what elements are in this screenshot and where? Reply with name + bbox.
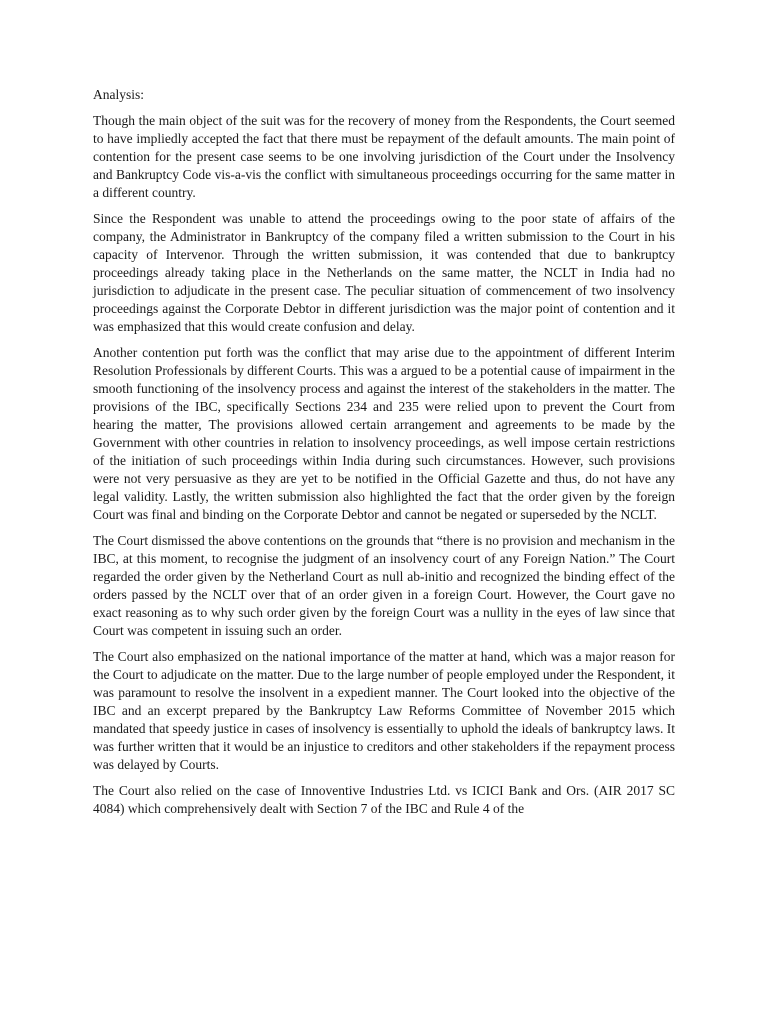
paragraph-3: Another contention put forth was the conflict that may arise due to the appointment of different Interim Resolution Professionals by different Courts. This was a argued to be a potential cause of impairment in the smooth functioning of the insolvency process and against the interest of the stakeholders in the matter. The provisions of the IBC, specifically Sections 234 and 235 were relied upon to prevent the Court from hearing the matter, The provisions allowed certain arrangement and agreements to be made by the Government with other countries in relation to insolvency proceedings, as well impose certain restrictions of the initiation of such proceedings within India during such circumstances. However, such provisions were not very persuasive as they are yet to be notified in the Official Gazette and thus, do not have any legal validity. Lastly, the written submission also highlighted the fact that the order given by the foreign Court was final and binding on the Corporate Debtor and cannot be negated or superseded by the NCLT. xyxy=(93,345,675,522)
paragraph-1: Though the main object of the suit was for the recovery of money from the Respondents, the Court seemed to have impliedly accepted the fact that there must be repayment of the default amounts. The main point of contention for the present case seems to be one involving jurisdiction of the Court under the Insolvency and Bankruptcy Code vis-a-vis the conflict with simultaneous proceedings occurring for the same matter in a different country. xyxy=(93,113,675,200)
paragraph-5: The Court also emphasized on the national importance of the matter at hand, which was a major reason for the Court to adjudicate on the matter. Due to the large number of people employed under the Respondent, it was paramount to resolve the insolvent in a expedient manner. The Court looked into the objective of the IBC and an excerpt prepared by the Bankruptcy Law Reforms Committee of November 2015 which mandated that speedy justice in cases of insolvency is essentially to uphold the ideals of bankruptcy laws. It was further written that it would be an injustice to creditors and other stakeholders if the repayment process was delayed by Courts. xyxy=(93,649,675,772)
paragraph-6: The Court also relied on the case of Innoventive Industries Ltd. vs ICICI Bank and Ors. (AIR 2017 SC 4084) which comprehensively dealt with Section 7 of the IBC and Rule 4 of the xyxy=(93,783,675,816)
document-page xyxy=(93,86,675,826)
section-heading: Analysis: xyxy=(93,87,145,102)
paragraph-2: Since the Respondent was unable to attend the proceedings owing to the poor state of affairs of the company, the Administrator in Bankruptcy of the company filed a written submission to the Court in his capacity of Intervenor. Through the written submission, it was contended that due to bankruptcy proceedings already taking place in the Netherlands on the same matter, the NCLT in India had no jurisdiction to adjudicate in the present case. The peculiar situation of commencement of two insolvency proceedings against the Corporate Debtor in different jurisdiction was the major point of contention and it was emphasized that this would create confusion and delay. xyxy=(93,211,675,334)
paragraph-4: The Court dismissed the above contentions on the grounds that “there is no provision and mechanism in the IBC, at this moment, to recognise the judgment of an insolvency court of any Foreign Nation.” The Court regarded the order given by the Netherland Court as null ab-initio and recognized the binding effect of the orders passed by the NCLT over that of an order given in a foreign Court. However, the Court gave no exact reasoning as to why such order given by the foreign Court was a nullity in the eyes of law since that Court was competent in issuing such an order. xyxy=(93,533,675,638)
